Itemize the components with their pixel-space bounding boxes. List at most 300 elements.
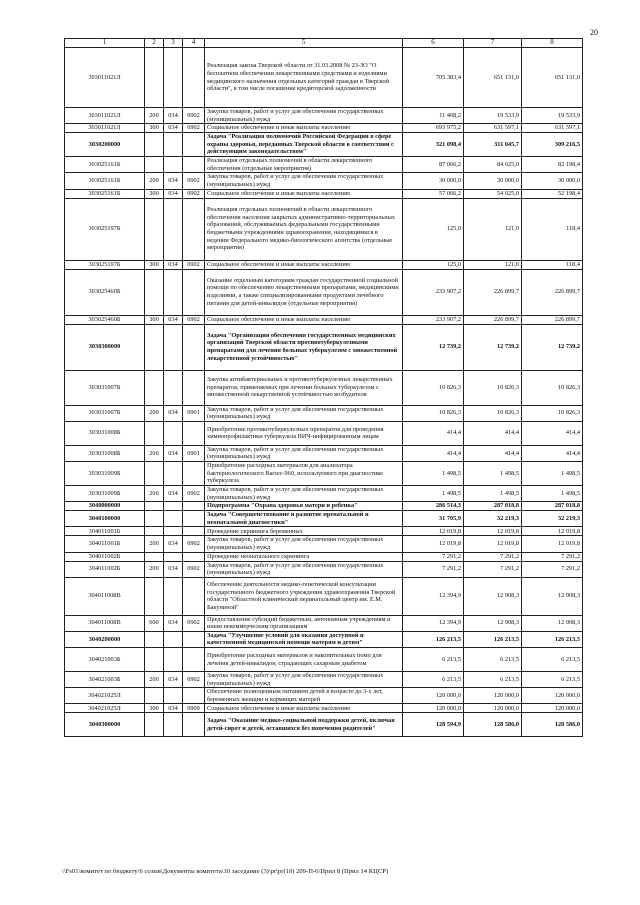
amount-year1-cell: 414,4: [403, 445, 464, 461]
department-code-cell: [164, 421, 183, 445]
target-code-cell: 3040000000: [65, 502, 145, 511]
table-row: [65, 561, 583, 577]
amount-year2-cell: 1 498,5: [464, 461, 522, 485]
table-row: [65, 315, 583, 324]
department-code-cell: [164, 157, 183, 173]
target-code-cell: 303025161Б: [65, 157, 145, 173]
section-code-cell: 0902: [183, 315, 205, 324]
department-code-cell: [164, 370, 183, 405]
table-row: [65, 269, 583, 315]
amount-year3-cell: 128 586,0: [522, 713, 583, 737]
amount-year3-cell: 126 213,5: [522, 631, 583, 647]
amount-year3-cell: 651 131,0: [522, 48, 583, 108]
amount-year2-cell: 651 131,0: [464, 48, 522, 108]
section-code-cell: [183, 324, 205, 370]
department-code-cell: 034: [164, 561, 183, 577]
section-code-cell: 0902: [183, 108, 205, 124]
target-code-cell: 303025161Б: [65, 173, 145, 189]
target-code-cell: 304011008В: [65, 615, 145, 631]
target-code-cell: 303011021Л: [65, 108, 145, 124]
amount-year2-cell: 7 291,2: [464, 561, 522, 577]
item-name-cell: Закупка товаров, работ и услуг для обеспечения государственных (муниципальных) нужд: [205, 108, 403, 124]
target-code-cell: 304011008В: [65, 577, 145, 615]
amount-year1-cell: 7 291,2: [403, 561, 464, 577]
expense-type-cell: [145, 157, 164, 173]
amount-year2-cell: 226 899,7: [464, 315, 522, 324]
section-code-cell: [183, 48, 205, 108]
department-code-cell: 034: [164, 615, 183, 631]
item-name-cell: Социальное обеспечение и иные выплаты населению: [205, 704, 403, 713]
amount-year1-cell: 6 213,5: [403, 648, 464, 672]
target-code-cell: 3030300000: [65, 324, 145, 370]
table-row: [65, 421, 583, 445]
table-row: [65, 536, 583, 552]
amount-year1-cell: 128 594,9: [403, 713, 464, 737]
amount-year3-cell: 12 908,3: [522, 577, 583, 615]
section-code-cell: 0902: [183, 260, 205, 269]
amount-year1-cell: 31 705,9: [403, 511, 464, 527]
section-code-cell: 0902: [183, 124, 205, 133]
expense-type-cell: 200: [145, 173, 164, 189]
expense-type-cell: [145, 577, 164, 615]
item-name-cell: Социальное обеспечение и иные выплаты населению: [205, 260, 403, 269]
item-name-cell: Обеспечение деятельности медико-генетической консультации государственного бюджетного учреждения здравоохранения Тверской области "Областной клинический перинатальный центр им. Е.М. Бакуниной": [205, 577, 403, 615]
amount-year3-cell: 414,4: [522, 421, 583, 445]
expense-type-cell: [145, 552, 164, 561]
department-code-cell: [164, 198, 183, 260]
table-row: [65, 157, 583, 173]
department-code-cell: [164, 502, 183, 511]
target-code-cell: 304011002Б: [65, 561, 145, 577]
amount-year1-cell: 1 498,5: [403, 461, 464, 485]
amount-year3-cell: 7 291,2: [522, 561, 583, 577]
table-row: [65, 511, 583, 527]
expense-type-cell: [145, 133, 164, 157]
table-row: [65, 615, 583, 631]
department-code-cell: 034: [164, 173, 183, 189]
amount-year3-cell: 12 739,2: [522, 324, 583, 370]
item-name-cell: Реализация отдельных полномочий в области лекарственного обеспечения населения закрытых административно-территориальных образований, обслуживаемых федеральными государственными бюджетными учреждениями здравоохранения, находящимися в ведении Федерального медико-биологического агентства (отдельные мероприятия): [205, 198, 403, 260]
expense-type-cell: [145, 48, 164, 108]
target-code-cell: 303031007Б: [65, 405, 145, 421]
target-code-cell: 303025161Б: [65, 189, 145, 198]
department-code-cell: [164, 133, 183, 157]
column-header: 4: [183, 39, 205, 48]
item-name-cell: Оказание отдельным категориям граждан государственной социальной помощи по обеспечению лекарственными препаратами, медицинскими изделиями, а также специализированными продуктами лечебного питания для детей-инвалидов (отдельные мероприятия): [205, 269, 403, 315]
amount-year3-cell: 226 899,7: [522, 315, 583, 324]
target-code-cell: 303011021Л: [65, 48, 145, 108]
amount-year1-cell: 11 408,2: [403, 108, 464, 124]
amount-year2-cell: 84 025,0: [464, 157, 522, 173]
amount-year2-cell: 126 213,5: [464, 631, 522, 647]
section-code-cell: [183, 133, 205, 157]
department-code-cell: [164, 552, 183, 561]
expense-type-cell: 200: [145, 405, 164, 421]
item-name-cell: Закупка товаров, работ и услуг для обеспечения государственных (муниципальных) нужд: [205, 561, 403, 577]
amount-year1-cell: 705 383,4: [403, 48, 464, 108]
amount-year3-cell: 118,4: [522, 198, 583, 260]
table-row: [65, 631, 583, 647]
file-path-footer: \\Fs01\комитет по бюджету\6 созыв\Документы комитета\10 заседание (3)\pr\pr(10) 209-П-6\Прил 8 (Прил 14 КЦСР): [62, 868, 389, 875]
expense-type-cell: 200: [145, 561, 164, 577]
amount-year3-cell: 52 198,4: [522, 189, 583, 198]
header-row: [65, 39, 583, 48]
amount-year1-cell: 87 066,2: [403, 157, 464, 173]
amount-year1-cell: 414,4: [403, 421, 464, 445]
amount-year3-cell: 631 597,1: [522, 124, 583, 133]
expense-type-cell: [145, 631, 164, 647]
table-row: [65, 688, 583, 704]
amount-year2-cell: 12 908,3: [464, 615, 522, 631]
item-name-cell: Задача "Оказание медико-социальной поддержки детей, включая детей-сирот и детей, оставшихся без попечения родителей": [205, 713, 403, 737]
amount-year1-cell: 120 000,0: [403, 688, 464, 704]
section-code-cell: [183, 527, 205, 536]
expense-type-cell: [145, 511, 164, 527]
amount-year2-cell: 121,0: [464, 198, 522, 260]
amount-year3-cell: 226 899,7: [522, 269, 583, 315]
item-name-cell: Закупка товаров, работ и услуг для обеспечения государственных (муниципальных) нужд: [205, 405, 403, 421]
expense-type-cell: [145, 421, 164, 445]
target-code-cell: 303011021Л: [65, 124, 145, 133]
amount-year2-cell: 10 826,3: [464, 370, 522, 405]
amount-year2-cell: 12 908,3: [464, 577, 522, 615]
target-code-cell: 303025197Б: [65, 198, 145, 260]
department-code-cell: 034: [164, 189, 183, 198]
item-name-cell: Задача "Организация обеспечения государственных медицинских организаций Тверской области противотуберкулезными препаратами для лечения больных туберкулезом с множественной лекарственной устойчивостью": [205, 324, 403, 370]
section-code-cell: [183, 577, 205, 615]
expense-type-cell: [145, 648, 164, 672]
expense-type-cell: [145, 688, 164, 704]
target-code-cell: 303025197Б: [65, 260, 145, 269]
column-header: 3: [164, 39, 183, 48]
table-row: [65, 108, 583, 124]
expense-type-cell: [145, 461, 164, 485]
amount-year3-cell: 120 000,0: [522, 704, 583, 713]
expense-type-cell: 200: [145, 108, 164, 124]
target-code-cell: 304011001Б: [65, 536, 145, 552]
department-code-cell: [164, 577, 183, 615]
expense-type-cell: 300: [145, 260, 164, 269]
table-row: [65, 527, 583, 536]
section-code-cell: [183, 511, 205, 527]
amount-year2-cell: 30 000,0: [464, 173, 522, 189]
amount-year3-cell: 12 019,8: [522, 536, 583, 552]
section-code-cell: [183, 552, 205, 561]
item-name-cell: Задача "Совершенствование и развитие пренатальной и неонатальной диагностики": [205, 511, 403, 527]
item-name-cell: Закупка товаров, работ и услуг для обеспечения государственных (муниципальных) нужд: [205, 485, 403, 501]
amount-year1-cell: 12 394,9: [403, 577, 464, 615]
column-header: 2: [145, 39, 164, 48]
table-row: [65, 260, 583, 269]
department-code-cell: [164, 511, 183, 527]
section-code-cell: 0902: [183, 485, 205, 501]
item-name-cell: Задача "Реализация полномочий Российской Федерации в сфере охраны здоровья, переданных Тверской области в соответствии с действующим законодательством": [205, 133, 403, 157]
department-code-cell: 034: [164, 485, 183, 501]
table-row: [65, 502, 583, 511]
expense-type-cell: [145, 527, 164, 536]
target-code-cell: 304011001Б: [65, 527, 145, 536]
amount-year1-cell: 693 975,2: [403, 124, 464, 133]
section-code-cell: 0902: [183, 536, 205, 552]
item-name-cell: Приобретение расходных материалов для анализатора бактериологического Bactec-960, используемого при диагностике туберкулеза: [205, 461, 403, 485]
target-code-cell: 3040100000: [65, 511, 145, 527]
budget-table: [64, 38, 583, 737]
expense-type-cell: [145, 269, 164, 315]
department-code-cell: 034: [164, 536, 183, 552]
target-code-cell: 303031008Б: [65, 421, 145, 445]
department-code-cell: 034: [164, 405, 183, 421]
table-row: [65, 189, 583, 198]
column-header: 8: [522, 39, 583, 48]
expense-type-cell: 300: [145, 189, 164, 198]
amount-year3-cell: 1 498,5: [522, 485, 583, 501]
amount-year2-cell: 414,4: [464, 421, 522, 445]
section-code-cell: [183, 688, 205, 704]
item-name-cell: Задача "Улучшение условий для оказания доступной и качественной медицинской помощи матерям и детям": [205, 631, 403, 647]
amount-year1-cell: 126 213,5: [403, 631, 464, 647]
amount-year2-cell: 414,4: [464, 445, 522, 461]
expense-type-cell: [145, 324, 164, 370]
amount-year1-cell: 1 498,5: [403, 485, 464, 501]
section-code-cell: 0901: [183, 405, 205, 421]
amount-year2-cell: 12 739,2: [464, 324, 522, 370]
item-name-cell: Закупка товаров, работ и услуг для обеспечения государственных (муниципальных) нужд: [205, 445, 403, 461]
amount-year2-cell: 6 213,5: [464, 672, 522, 688]
amount-year1-cell: 12 019,8: [403, 527, 464, 536]
table-row: [65, 370, 583, 405]
amount-year3-cell: 118,4: [522, 260, 583, 269]
amount-year1-cell: 12 394,9: [403, 615, 464, 631]
amount-year2-cell: 12 019,8: [464, 536, 522, 552]
target-code-cell: 3040300000: [65, 713, 145, 737]
target-code-cell: 304021025Л: [65, 704, 145, 713]
amount-year1-cell: 6 213,5: [403, 672, 464, 688]
expense-type-cell: 300: [145, 124, 164, 133]
amount-year1-cell: 7 291,2: [403, 552, 464, 561]
table-row: [65, 552, 583, 561]
column-header: 1: [65, 39, 145, 48]
expense-type-cell: 300: [145, 704, 164, 713]
column-header: 7: [464, 39, 522, 48]
section-code-cell: [183, 461, 205, 485]
department-code-cell: [164, 48, 183, 108]
amount-year3-cell: 120 000,0: [522, 688, 583, 704]
amount-year3-cell: 30 000,0: [522, 173, 583, 189]
amount-year3-cell: 6 213,5: [522, 672, 583, 688]
section-code-cell: 0902: [183, 561, 205, 577]
table-row: [65, 577, 583, 615]
department-code-cell: 034: [164, 445, 183, 461]
amount-year3-cell: 12 908,3: [522, 615, 583, 631]
amount-year1-cell: 30 000,0: [403, 173, 464, 189]
table-row: [65, 713, 583, 737]
amount-year2-cell: 121,0: [464, 260, 522, 269]
section-code-cell: 0909: [183, 704, 205, 713]
section-code-cell: 0902: [183, 173, 205, 189]
section-code-cell: [183, 157, 205, 173]
amount-year3-cell: 12 019,8: [522, 527, 583, 536]
amount-year2-cell: 287 018,8: [464, 502, 522, 511]
target-code-cell: 303031007Б: [65, 370, 145, 405]
amount-year2-cell: 226 899,7: [464, 269, 522, 315]
item-name-cell: Подпрограмма "Охрана здоровья матери и ребенка": [205, 502, 403, 511]
amount-year3-cell: 32 219,3: [522, 511, 583, 527]
amount-year1-cell: 10 826,3: [403, 405, 464, 421]
section-code-cell: 0902: [183, 615, 205, 631]
amount-year2-cell: 32 219,3: [464, 511, 522, 527]
amount-year3-cell: 82 198,4: [522, 157, 583, 173]
amount-year2-cell: 311 045,7: [464, 133, 522, 157]
item-name-cell: Приобретение расходных материалов и накопительных помп для лечения детей-инвалидов, страдающих сахарным диабетом: [205, 648, 403, 672]
column-header: 5: [205, 39, 403, 48]
item-name-cell: Проведение неонатального скрининга: [205, 552, 403, 561]
amount-year3-cell: 1 498,5: [522, 461, 583, 485]
amount-year2-cell: 12 019,8: [464, 527, 522, 536]
department-code-cell: 034: [164, 124, 183, 133]
table-row: [65, 461, 583, 485]
item-name-cell: Закупка товаров, работ и услуг для обеспечения государственных (муниципальных) нужд: [205, 536, 403, 552]
amount-year1-cell: 120 000,0: [403, 704, 464, 713]
section-code-cell: [183, 421, 205, 445]
department-code-cell: 034: [164, 672, 183, 688]
item-name-cell: Приобретение противотуберкулезных препаратов для проведения химиопрофилактики туберкулеза ВИЧ-инфицированным лицам: [205, 421, 403, 445]
department-code-cell: [164, 269, 183, 315]
table-row: [65, 445, 583, 461]
target-code-cell: 304021003Б: [65, 672, 145, 688]
amount-year1-cell: 12 019,8: [403, 536, 464, 552]
section-code-cell: 0902: [183, 672, 205, 688]
department-code-cell: 034: [164, 108, 183, 124]
amount-year2-cell: 54 025,0: [464, 189, 522, 198]
table-row: [65, 672, 583, 688]
table-row: [65, 48, 583, 108]
section-code-cell: [183, 502, 205, 511]
expense-type-cell: 200: [145, 445, 164, 461]
table-row: [65, 648, 583, 672]
amount-year1-cell: 125,0: [403, 198, 464, 260]
table-row: [65, 198, 583, 260]
item-name-cell: Социальное обеспечение и иные выплаты населению: [205, 315, 403, 324]
section-code-cell: [183, 648, 205, 672]
amount-year3-cell: 10 826,3: [522, 405, 583, 421]
section-code-cell: [183, 631, 205, 647]
amount-year3-cell: 19 533,9: [522, 108, 583, 124]
department-code-cell: [164, 527, 183, 536]
expense-type-cell: 200: [145, 485, 164, 501]
table-row: [65, 124, 583, 133]
expense-type-cell: [145, 198, 164, 260]
amount-year1-cell: 125,0: [403, 260, 464, 269]
expense-type-cell: 200: [145, 672, 164, 688]
target-code-cell: 3040200000: [65, 631, 145, 647]
amount-year1-cell: 12 739,2: [403, 324, 464, 370]
target-code-cell: 304021003Б: [65, 648, 145, 672]
target-code-cell: 303031008Б: [65, 445, 145, 461]
amount-year2-cell: 631 597,1: [464, 124, 522, 133]
amount-year2-cell: 128 586,0: [464, 713, 522, 737]
department-code-cell: [164, 324, 183, 370]
section-code-cell: [183, 713, 205, 737]
page-number: 20: [590, 28, 598, 37]
expense-type-cell: 200: [145, 536, 164, 552]
department-code-cell: 034: [164, 260, 183, 269]
expense-type-cell: [145, 502, 164, 511]
department-code-cell: [164, 461, 183, 485]
amount-year1-cell: 57 066,2: [403, 189, 464, 198]
target-code-cell: 3030200000: [65, 133, 145, 157]
item-name-cell: Закупка товаров, работ и услуг для обеспечения государственных (муниципальных) нужд: [205, 173, 403, 189]
amount-year2-cell: 120 000,0: [464, 704, 522, 713]
item-name-cell: Реализация закона Тверской области от 31.03.2008 № 23-ЗО "О бесплатном обеспечении лекарственными средствами и изделиями медицинского назначения отдельных категорий граждан в Тверской области", в том числе погашение кредиторской задолженности: [205, 48, 403, 108]
amount-year2-cell: 10 826,3: [464, 405, 522, 421]
target-code-cell: 303031009Б: [65, 485, 145, 501]
department-code-cell: 034: [164, 704, 183, 713]
amount-year2-cell: 1 498,5: [464, 485, 522, 501]
amount-year2-cell: 6 213,5: [464, 648, 522, 672]
amount-year1-cell: 10 826,3: [403, 370, 464, 405]
expense-type-cell: [145, 713, 164, 737]
item-name-cell: Закупка товаров, работ и услуг для обеспечения государственных (муниципальных) нужд: [205, 672, 403, 688]
department-code-cell: 034: [164, 315, 183, 324]
item-name-cell: Социальное обеспечение и иные выплаты населению: [205, 124, 403, 133]
section-code-cell: 0902: [183, 189, 205, 198]
section-code-cell: [183, 370, 205, 405]
item-name-cell: Проведение скрининга беременных: [205, 527, 403, 536]
item-name-cell: Обеспечение полноценным питанием детей в возрасте до 3-х лет, беременных женщин и кормящих матерей: [205, 688, 403, 704]
amount-year1-cell: 321 098,4: [403, 133, 464, 157]
expense-type-cell: 300: [145, 315, 164, 324]
expense-type-cell: 600: [145, 615, 164, 631]
department-code-cell: [164, 713, 183, 737]
department-code-cell: [164, 631, 183, 647]
target-code-cell: 304011002Б: [65, 552, 145, 561]
table-row: [65, 324, 583, 370]
expense-type-cell: [145, 370, 164, 405]
amount-year2-cell: 120 000,0: [464, 688, 522, 704]
amount-year3-cell: 309 216,5: [522, 133, 583, 157]
amount-year3-cell: 7 291,2: [522, 552, 583, 561]
column-header: 6: [403, 39, 464, 48]
amount-year3-cell: 6 213,5: [522, 648, 583, 672]
table-row: [65, 133, 583, 157]
amount-year1-cell: 233 907,2: [403, 315, 464, 324]
target-code-cell: 303025460Б: [65, 315, 145, 324]
item-name-cell: Реализация отдельных полномочий в области лекарственного обеспечения (отдельные мероприятия): [205, 157, 403, 173]
section-code-cell: [183, 269, 205, 315]
table-row: [65, 485, 583, 501]
amount-year3-cell: 10 826,3: [522, 370, 583, 405]
amount-year1-cell: 233 907,2: [403, 269, 464, 315]
table-row: [65, 173, 583, 189]
amount-year2-cell: 19 533,9: [464, 108, 522, 124]
amount-year2-cell: 7 291,2: [464, 552, 522, 561]
target-code-cell: 304021025Л: [65, 688, 145, 704]
amount-year1-cell: 286 514,3: [403, 502, 464, 511]
item-name-cell: Социальное обеспечение и иные выплаты населению: [205, 189, 403, 198]
section-code-cell: [183, 198, 205, 260]
table-row: [65, 704, 583, 713]
amount-year3-cell: 414,4: [522, 445, 583, 461]
table-row: [65, 405, 583, 421]
target-code-cell: 303031009Б: [65, 461, 145, 485]
item-name-cell: Закупка антибактериальных и противотуберкулезных лекарственных препаратов, применяемых при лечении больных туберкулезом с множественной лекарственной устойчивостью возбудителя: [205, 370, 403, 405]
target-code-cell: 303025460Б: [65, 269, 145, 315]
item-name-cell: Предоставление субсидий бюджетным, автономным учреждениям и иным некоммерческим организациям: [205, 615, 403, 631]
amount-year3-cell: 287 018,8: [522, 502, 583, 511]
department-code-cell: [164, 648, 183, 672]
section-code-cell: 0901: [183, 445, 205, 461]
department-code-cell: [164, 688, 183, 704]
